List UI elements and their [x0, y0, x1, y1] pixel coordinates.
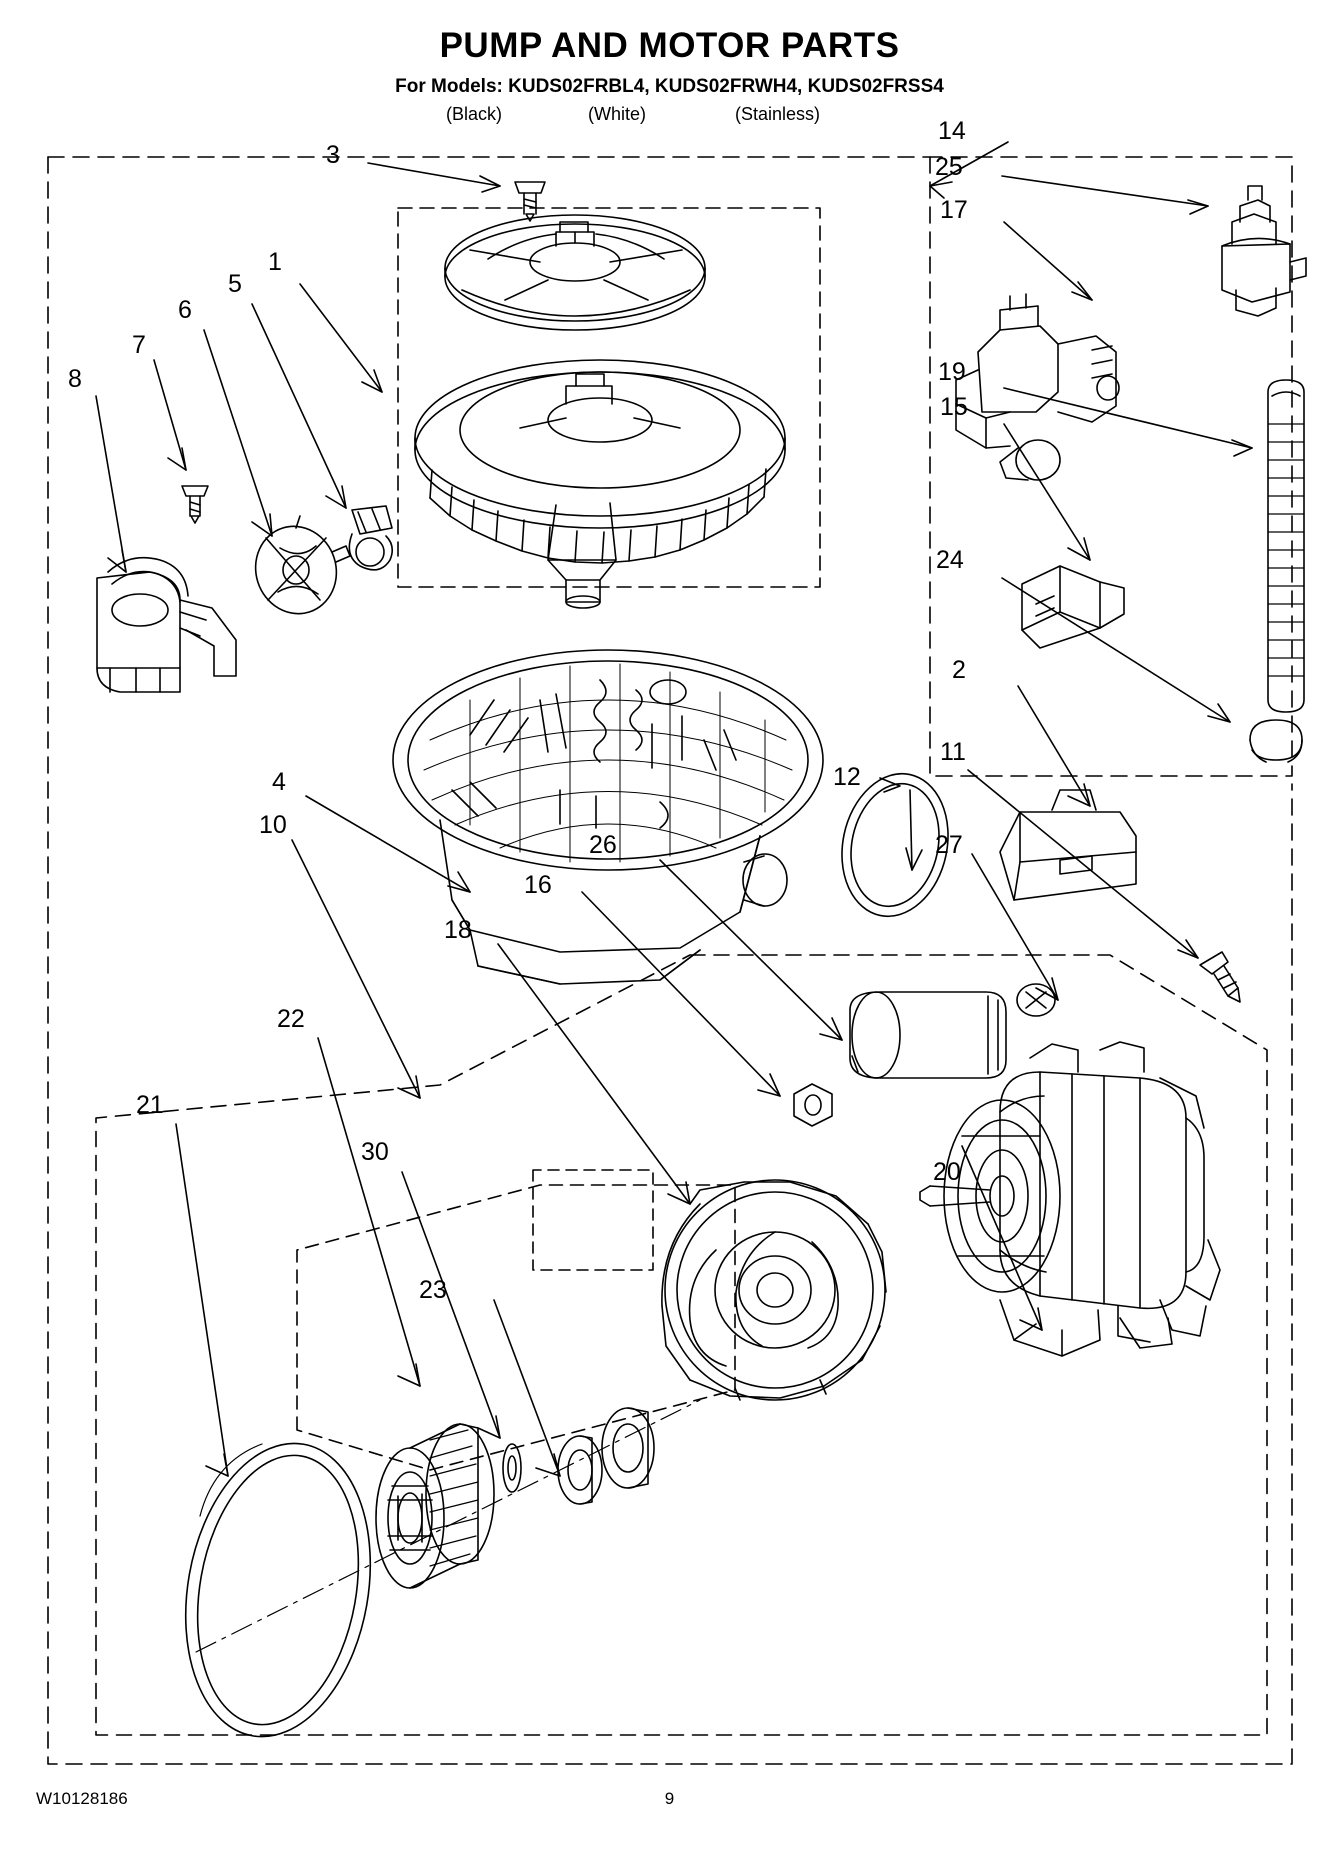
finish-label-black: (Black): [446, 104, 503, 124]
callout-21: 21: [136, 1091, 164, 1119]
part-1-upper-spray-assembly: [445, 215, 705, 330]
part-15-bracket: [1022, 566, 1124, 648]
part-24-retaining-clip: [1250, 720, 1302, 762]
callout-17: 17: [940, 196, 968, 224]
callout-2: 2: [952, 656, 966, 684]
callout-19: 19: [938, 358, 966, 386]
models-list: KUDS02FRBL4, KUDS02FRWH4, KUDS02FRSS4: [508, 76, 944, 97]
callout-10: 10: [259, 811, 287, 839]
part-5-grommet: [349, 506, 392, 570]
part-21-belt-ring: [164, 1429, 393, 1752]
rotor-centerline: [196, 1400, 700, 1652]
page-number: 9: [664, 1789, 675, 1808]
callout-7: 7: [132, 331, 146, 359]
callout-15: 15: [940, 393, 968, 421]
callout-23: 23: [419, 1276, 447, 1304]
part-25-sensor: [1222, 186, 1306, 316]
callout-26: 26: [589, 831, 617, 859]
callout-14: 14: [938, 117, 966, 145]
part-11-screw: [1200, 952, 1240, 1002]
part-6-chopper-disc: [244, 516, 350, 624]
callout-4: 4: [272, 768, 286, 796]
document-code: W10128186: [36, 1789, 128, 1808]
part-26-capacitor: [850, 992, 1006, 1078]
callout-3: 3: [326, 141, 340, 169]
callout-30: 30: [361, 1138, 389, 1166]
page-title: PUMP AND MOTOR PARTS: [439, 26, 900, 65]
models-label: For Models:: [395, 76, 503, 97]
page-footer: [0, 1789, 1339, 1829]
finish-label-white: (White): [588, 104, 646, 124]
part-20-motor: [920, 1042, 1220, 1356]
callout-18: 18: [444, 916, 472, 944]
callout-11: 11: [940, 738, 966, 766]
part-19-ribbed-hose: [1268, 380, 1304, 712]
callout-24: 24: [936, 546, 964, 574]
callout-12: 12: [833, 763, 861, 791]
callout-5: 5: [228, 270, 242, 298]
part-16-nut: [794, 1084, 832, 1126]
callout-16: 16: [524, 871, 552, 899]
callout-1: 1: [268, 248, 282, 276]
part-1-lower-gear-disc: [415, 360, 785, 608]
callout-6: 6: [178, 296, 192, 324]
leader-lines: [96, 142, 1252, 1476]
part-30-washer: [503, 1444, 521, 1492]
part-7-screw: [182, 486, 208, 523]
callout-27: 27: [935, 831, 963, 859]
callout-22: 22: [277, 1005, 305, 1033]
part-22-rotor: [376, 1424, 494, 1588]
part-2-cover-block: [1000, 790, 1136, 900]
callout-8: 8: [68, 365, 82, 393]
group-outline-14: [930, 153, 1292, 776]
part-3-screw: [515, 182, 545, 221]
group-outline-10: [96, 955, 1267, 1735]
part-17-drain-pump: [956, 294, 1119, 480]
part-8-module: [97, 558, 236, 692]
callout-20: 20: [933, 1158, 961, 1186]
callout-25: 25: [935, 153, 963, 181]
group-outline-22: [297, 1185, 735, 1470]
finish-label-stainless: (Stainless): [735, 104, 821, 124]
part-23-seal-bearing: [558, 1408, 654, 1504]
part-18-impeller: [662, 1180, 886, 1400]
group-outline-outer: [48, 153, 1292, 1764]
